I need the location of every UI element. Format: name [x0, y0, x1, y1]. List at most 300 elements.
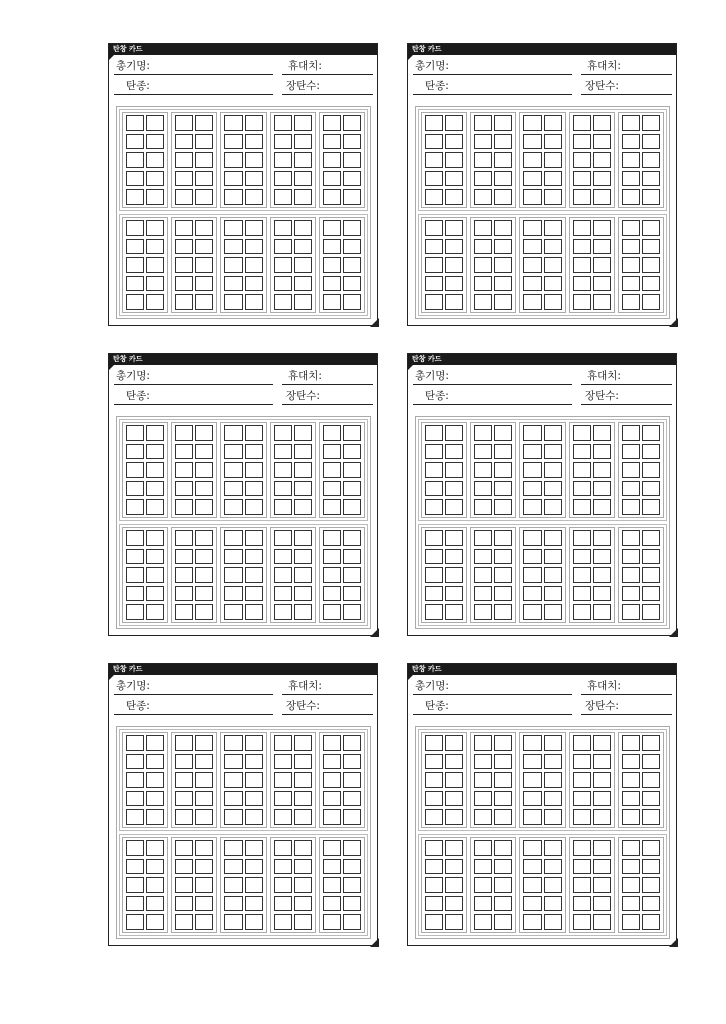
round-box[interactable] [146, 604, 164, 620]
capacity-field[interactable] [581, 59, 672, 75]
round-box[interactable] [294, 567, 312, 583]
round-box[interactable] [622, 567, 640, 583]
round-box[interactable] [274, 239, 292, 255]
round-box[interactable] [175, 134, 193, 150]
gun-name-field[interactable] [114, 679, 273, 695]
round-box[interactable] [146, 239, 164, 255]
round-box[interactable] [445, 809, 463, 825]
round-box[interactable] [323, 239, 341, 255]
round-box[interactable] [126, 549, 144, 565]
gun-name-field[interactable] [114, 59, 273, 75]
round-box[interactable] [175, 171, 193, 187]
round-box[interactable] [573, 462, 591, 478]
round-box[interactable] [146, 425, 164, 441]
round-box[interactable] [343, 239, 361, 255]
round-box[interactable] [294, 220, 312, 236]
round-box[interactable] [642, 152, 660, 168]
round-box[interactable] [274, 152, 292, 168]
round-box[interactable] [523, 294, 541, 310]
round-box[interactable] [294, 257, 312, 273]
round-box[interactable] [146, 530, 164, 546]
round-box[interactable] [593, 425, 611, 441]
round-box[interactable] [195, 772, 213, 788]
round-box[interactable] [523, 152, 541, 168]
round-box[interactable] [224, 604, 242, 620]
round-box[interactable] [445, 549, 463, 565]
round-box[interactable] [323, 772, 341, 788]
round-box[interactable] [245, 914, 263, 930]
round-box[interactable] [245, 115, 263, 131]
round-box[interactable] [323, 152, 341, 168]
round-box[interactable] [523, 481, 541, 497]
round-box[interactable] [245, 549, 263, 565]
round-box[interactable] [642, 171, 660, 187]
round-box[interactable] [224, 171, 242, 187]
round-box[interactable] [175, 604, 193, 620]
round-box[interactable] [195, 586, 213, 602]
round-box[interactable] [573, 859, 591, 875]
round-box[interactable] [593, 859, 611, 875]
round-box[interactable] [523, 859, 541, 875]
round-box[interactable] [573, 444, 591, 460]
round-box[interactable] [474, 276, 492, 292]
round-box[interactable] [146, 791, 164, 807]
round-box[interactable] [494, 425, 512, 441]
round-box[interactable] [622, 809, 640, 825]
round-box[interactable] [593, 791, 611, 807]
round-box[interactable] [126, 914, 144, 930]
round-box[interactable] [544, 567, 562, 583]
round-box[interactable] [224, 425, 242, 441]
round-box[interactable] [294, 276, 312, 292]
round-box[interactable] [126, 257, 144, 273]
round-box[interactable] [274, 567, 292, 583]
round-box[interactable] [175, 481, 193, 497]
round-box[interactable] [445, 791, 463, 807]
round-box[interactable] [126, 791, 144, 807]
round-box[interactable] [245, 567, 263, 583]
round-box[interactable] [523, 444, 541, 460]
round-box[interactable] [126, 772, 144, 788]
round-box[interactable] [294, 735, 312, 751]
round-box[interactable] [195, 239, 213, 255]
round-box[interactable] [274, 425, 292, 441]
round-box[interactable] [126, 462, 144, 478]
round-box[interactable] [425, 735, 443, 751]
round-box[interactable] [642, 239, 660, 255]
round-box[interactable] [343, 134, 361, 150]
round-box[interactable] [474, 239, 492, 255]
round-box[interactable] [425, 152, 443, 168]
round-box[interactable] [642, 294, 660, 310]
round-box[interactable] [593, 604, 611, 620]
round-box[interactable] [343, 549, 361, 565]
round-box[interactable] [274, 189, 292, 205]
round-box[interactable] [323, 877, 341, 893]
round-box[interactable] [573, 257, 591, 273]
round-box[interactable] [245, 189, 263, 205]
round-box[interactable] [245, 152, 263, 168]
round-box[interactable] [494, 115, 512, 131]
round-box[interactable] [425, 877, 443, 893]
round-box[interactable] [474, 791, 492, 807]
round-box[interactable] [523, 604, 541, 620]
round-box[interactable] [274, 257, 292, 273]
round-box[interactable] [175, 735, 193, 751]
round-box[interactable] [274, 896, 292, 912]
round-box[interactable] [146, 189, 164, 205]
round-box[interactable] [343, 859, 361, 875]
round-box[interactable] [343, 276, 361, 292]
round-box[interactable] [146, 294, 164, 310]
round-box[interactable] [425, 754, 443, 770]
round-box[interactable] [622, 462, 640, 478]
round-box[interactable] [523, 171, 541, 187]
round-box[interactable] [126, 735, 144, 751]
round-box[interactable] [474, 499, 492, 515]
round-box[interactable] [642, 276, 660, 292]
round-box[interactable] [622, 840, 640, 856]
round-box[interactable] [642, 549, 660, 565]
magazine-count-field[interactable] [581, 389, 672, 405]
round-box[interactable] [474, 586, 492, 602]
round-box[interactable] [245, 604, 263, 620]
capacity-field[interactable] [581, 679, 672, 695]
round-box[interactable] [544, 896, 562, 912]
round-box[interactable] [544, 914, 562, 930]
round-box[interactable] [445, 444, 463, 460]
round-box[interactable] [593, 444, 611, 460]
round-box[interactable] [126, 586, 144, 602]
round-box[interactable] [445, 115, 463, 131]
round-box[interactable] [425, 481, 443, 497]
round-box[interactable] [622, 859, 640, 875]
round-box[interactable] [195, 499, 213, 515]
round-box[interactable] [175, 877, 193, 893]
round-box[interactable] [642, 189, 660, 205]
round-box[interactable] [294, 294, 312, 310]
round-box[interactable] [126, 134, 144, 150]
round-box[interactable] [474, 896, 492, 912]
round-box[interactable] [494, 257, 512, 273]
round-box[interactable] [523, 754, 541, 770]
round-box[interactable] [343, 499, 361, 515]
round-box[interactable] [474, 189, 492, 205]
round-box[interactable] [343, 257, 361, 273]
round-box[interactable] [494, 294, 512, 310]
round-box[interactable] [126, 481, 144, 497]
round-box[interactable] [195, 115, 213, 131]
round-box[interactable] [195, 896, 213, 912]
round-box[interactable] [126, 877, 144, 893]
round-box[interactable] [474, 604, 492, 620]
round-box[interactable] [425, 239, 443, 255]
round-box[interactable] [274, 462, 292, 478]
round-box[interactable] [494, 134, 512, 150]
round-box[interactable] [195, 294, 213, 310]
round-box[interactable] [622, 115, 640, 131]
round-box[interactable] [622, 276, 640, 292]
round-box[interactable] [224, 840, 242, 856]
round-box[interactable] [294, 530, 312, 546]
round-box[interactable] [274, 809, 292, 825]
round-box[interactable] [494, 754, 512, 770]
round-box[interactable] [445, 294, 463, 310]
round-box[interactable] [146, 444, 164, 460]
round-box[interactable] [474, 444, 492, 460]
round-box[interactable] [294, 462, 312, 478]
round-box[interactable] [494, 586, 512, 602]
round-box[interactable] [445, 877, 463, 893]
round-box[interactable] [195, 754, 213, 770]
round-box[interactable] [642, 896, 660, 912]
round-box[interactable] [343, 220, 361, 236]
round-box[interactable] [245, 425, 263, 441]
round-box[interactable] [146, 772, 164, 788]
round-box[interactable] [126, 754, 144, 770]
round-box[interactable] [523, 189, 541, 205]
round-box[interactable] [175, 189, 193, 205]
capacity-field[interactable] [282, 59, 373, 75]
round-box[interactable] [294, 896, 312, 912]
round-box[interactable] [494, 530, 512, 546]
round-box[interactable] [573, 499, 591, 515]
round-box[interactable] [126, 809, 144, 825]
round-box[interactable] [573, 586, 591, 602]
round-box[interactable] [146, 115, 164, 131]
round-box[interactable] [445, 171, 463, 187]
round-box[interactable] [544, 530, 562, 546]
round-box[interactable] [425, 220, 443, 236]
round-box[interactable] [474, 115, 492, 131]
round-box[interactable] [544, 134, 562, 150]
round-box[interactable] [573, 772, 591, 788]
round-box[interactable] [224, 152, 242, 168]
round-box[interactable] [245, 809, 263, 825]
round-box[interactable] [445, 239, 463, 255]
round-box[interactable] [593, 567, 611, 583]
round-box[interactable] [494, 809, 512, 825]
round-box[interactable] [474, 294, 492, 310]
round-box[interactable] [294, 604, 312, 620]
round-box[interactable] [343, 425, 361, 441]
round-box[interactable] [323, 530, 341, 546]
round-box[interactable] [494, 735, 512, 751]
round-box[interactable] [593, 499, 611, 515]
round-box[interactable] [126, 294, 144, 310]
round-box[interactable] [343, 586, 361, 602]
round-box[interactable] [323, 567, 341, 583]
round-box[interactable] [294, 481, 312, 497]
round-box[interactable] [523, 425, 541, 441]
round-box[interactable] [294, 914, 312, 930]
round-box[interactable] [445, 481, 463, 497]
round-box[interactable] [224, 809, 242, 825]
round-box[interactable] [622, 772, 640, 788]
round-box[interactable] [195, 735, 213, 751]
round-box[interactable] [294, 239, 312, 255]
round-box[interactable] [445, 586, 463, 602]
round-box[interactable] [425, 257, 443, 273]
round-box[interactable] [146, 549, 164, 565]
round-box[interactable] [323, 462, 341, 478]
round-box[interactable] [175, 549, 193, 565]
round-box[interactable] [195, 549, 213, 565]
round-box[interactable] [323, 220, 341, 236]
round-box[interactable] [224, 276, 242, 292]
ammo-type-field[interactable] [114, 79, 273, 95]
round-box[interactable] [323, 549, 341, 565]
round-box[interactable] [323, 499, 341, 515]
round-box[interactable] [642, 840, 660, 856]
round-box[interactable] [474, 171, 492, 187]
round-box[interactable] [323, 791, 341, 807]
round-box[interactable] [474, 257, 492, 273]
round-box[interactable] [245, 444, 263, 460]
round-box[interactable] [274, 499, 292, 515]
round-box[interactable] [195, 152, 213, 168]
round-box[interactable] [224, 220, 242, 236]
round-box[interactable] [425, 567, 443, 583]
round-box[interactable] [224, 877, 242, 893]
round-box[interactable] [593, 530, 611, 546]
round-box[interactable] [523, 134, 541, 150]
round-box[interactable] [523, 499, 541, 515]
round-box[interactable] [224, 735, 242, 751]
round-box[interactable] [175, 896, 193, 912]
round-box[interactable] [494, 604, 512, 620]
round-box[interactable] [494, 276, 512, 292]
round-box[interactable] [245, 791, 263, 807]
magazine-count-field[interactable] [581, 699, 672, 715]
round-box[interactable] [494, 171, 512, 187]
round-box[interactable] [126, 152, 144, 168]
round-box[interactable] [294, 115, 312, 131]
round-box[interactable] [195, 914, 213, 930]
round-box[interactable] [175, 152, 193, 168]
round-box[interactable] [195, 791, 213, 807]
round-box[interactable] [146, 481, 164, 497]
round-box[interactable] [195, 171, 213, 187]
round-box[interactable] [126, 189, 144, 205]
round-box[interactable] [474, 914, 492, 930]
round-box[interactable] [494, 189, 512, 205]
round-box[interactable] [425, 294, 443, 310]
round-box[interactable] [593, 840, 611, 856]
ammo-type-field[interactable] [114, 389, 273, 405]
round-box[interactable] [544, 276, 562, 292]
round-box[interactable] [642, 859, 660, 875]
round-box[interactable] [195, 809, 213, 825]
round-box[interactable] [195, 530, 213, 546]
round-box[interactable] [224, 586, 242, 602]
round-box[interactable] [195, 604, 213, 620]
round-box[interactable] [573, 171, 591, 187]
round-box[interactable] [245, 239, 263, 255]
round-box[interactable] [523, 530, 541, 546]
round-box[interactable] [494, 567, 512, 583]
round-box[interactable] [294, 134, 312, 150]
round-box[interactable] [445, 462, 463, 478]
round-box[interactable] [146, 735, 164, 751]
ammo-type-field[interactable] [114, 699, 273, 715]
round-box[interactable] [323, 257, 341, 273]
round-box[interactable] [323, 604, 341, 620]
round-box[interactable] [274, 530, 292, 546]
round-box[interactable] [274, 171, 292, 187]
round-box[interactable] [294, 549, 312, 565]
round-box[interactable] [323, 444, 341, 460]
round-box[interactable] [274, 877, 292, 893]
round-box[interactable] [224, 896, 242, 912]
round-box[interactable] [245, 877, 263, 893]
round-box[interactable] [224, 754, 242, 770]
round-box[interactable] [544, 604, 562, 620]
round-box[interactable] [175, 914, 193, 930]
round-box[interactable] [245, 840, 263, 856]
round-box[interactable] [494, 859, 512, 875]
round-box[interactable] [622, 189, 640, 205]
round-box[interactable] [274, 115, 292, 131]
round-box[interactable] [544, 735, 562, 751]
round-box[interactable] [175, 567, 193, 583]
round-box[interactable] [323, 276, 341, 292]
round-box[interactable] [343, 444, 361, 460]
round-box[interactable] [323, 294, 341, 310]
round-box[interactable] [642, 481, 660, 497]
ammo-type-field[interactable] [413, 699, 572, 715]
round-box[interactable] [343, 481, 361, 497]
round-box[interactable] [425, 530, 443, 546]
round-box[interactable] [494, 896, 512, 912]
round-box[interactable] [294, 859, 312, 875]
round-box[interactable] [474, 809, 492, 825]
round-box[interactable] [494, 549, 512, 565]
round-box[interactable] [573, 530, 591, 546]
round-box[interactable] [474, 425, 492, 441]
round-box[interactable] [224, 567, 242, 583]
round-box[interactable] [642, 257, 660, 273]
round-box[interactable] [294, 809, 312, 825]
round-box[interactable] [175, 791, 193, 807]
round-box[interactable] [425, 549, 443, 565]
round-box[interactable] [573, 115, 591, 131]
round-box[interactable] [146, 840, 164, 856]
round-box[interactable] [294, 499, 312, 515]
round-box[interactable] [593, 294, 611, 310]
round-box[interactable] [474, 567, 492, 583]
round-box[interactable] [544, 189, 562, 205]
round-box[interactable] [642, 809, 660, 825]
round-box[interactable] [474, 481, 492, 497]
round-box[interactable] [523, 586, 541, 602]
round-box[interactable] [544, 294, 562, 310]
round-box[interactable] [224, 257, 242, 273]
round-box[interactable] [622, 754, 640, 770]
round-box[interactable] [274, 604, 292, 620]
round-box[interactable] [425, 276, 443, 292]
round-box[interactable] [195, 462, 213, 478]
round-box[interactable] [195, 567, 213, 583]
round-box[interactable] [224, 189, 242, 205]
round-box[interactable] [126, 840, 144, 856]
round-box[interactable] [245, 294, 263, 310]
round-box[interactable] [445, 772, 463, 788]
round-box[interactable] [573, 239, 591, 255]
round-box[interactable] [593, 481, 611, 497]
round-box[interactable] [195, 220, 213, 236]
round-box[interactable] [343, 462, 361, 478]
